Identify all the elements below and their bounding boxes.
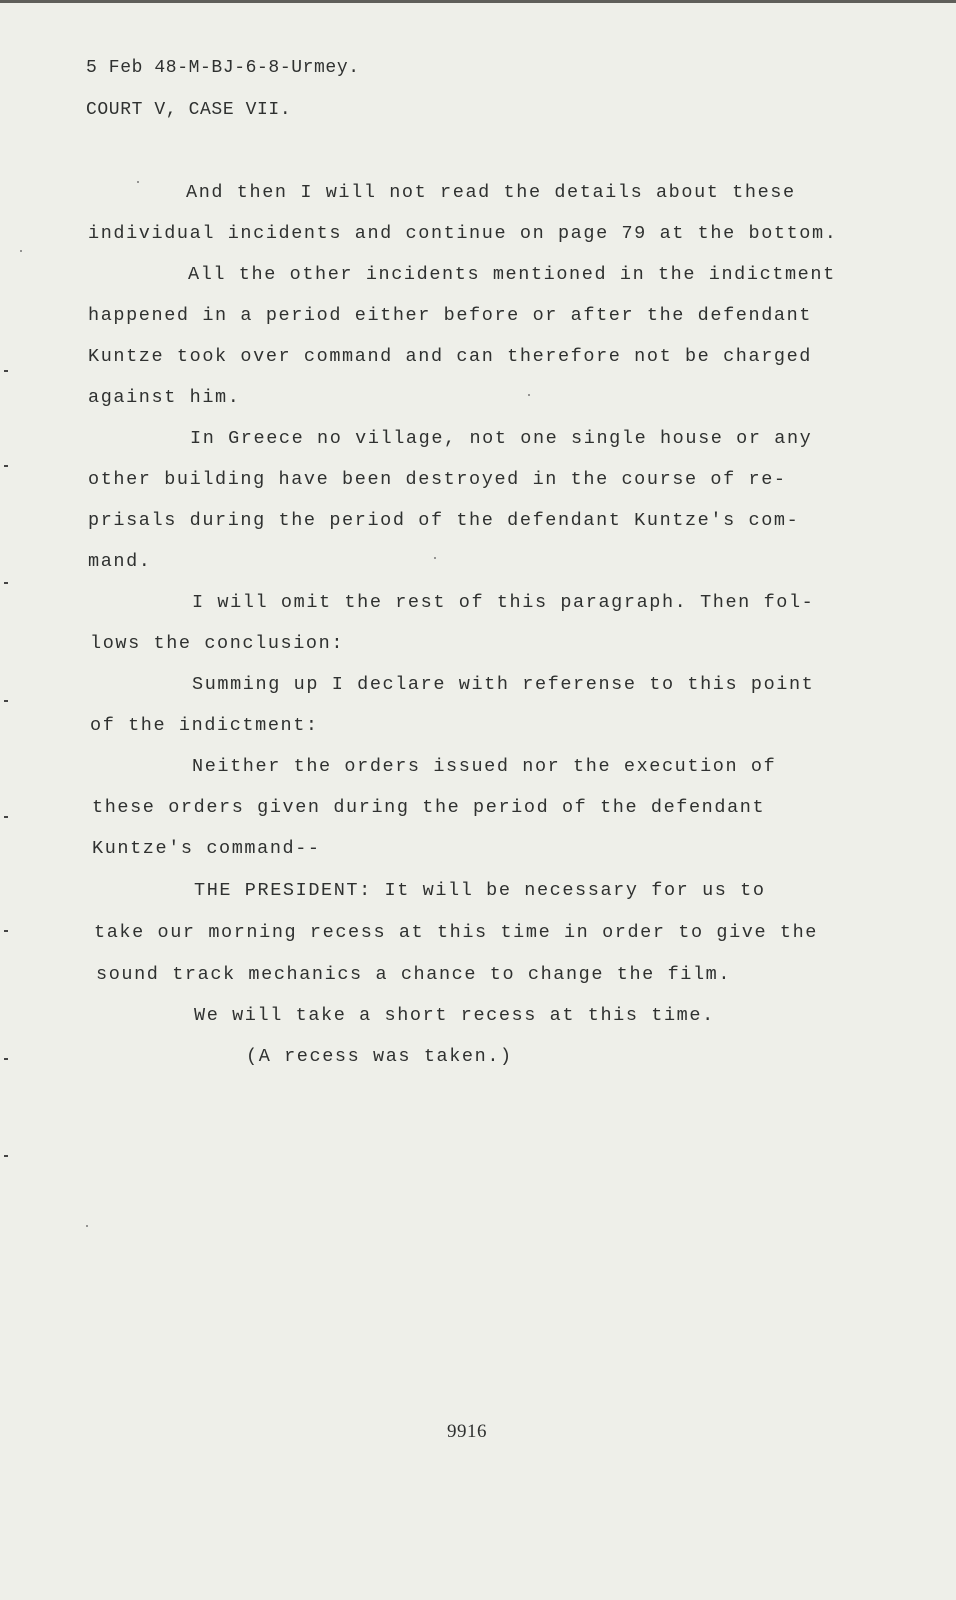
margin-mark (4, 370, 8, 372)
body-line: Kuntze's command-- (92, 838, 321, 859)
margin-mark (4, 1155, 8, 1157)
body-line: (A recess was taken.) (246, 1046, 513, 1067)
body-line: take our morning recess at this time in order to give the (94, 922, 819, 943)
document-slug: 5 Feb 48-M-BJ-6-8-Urmey. (86, 58, 360, 78)
body-line: I will omit the rest of this paragraph. Then fol- (192, 592, 815, 613)
paper-speck (137, 181, 139, 183)
body-line: THE PRESIDENT: It will be necessary for us to (194, 880, 766, 901)
body-line: lows the conclusion: (90, 633, 345, 654)
body-line: All the other incidents mentioned in the indictment (188, 264, 836, 285)
court-case-heading: COURT V, CASE VII. (86, 100, 292, 120)
margin-mark (4, 1058, 8, 1060)
body-line: Neither the orders issued nor the execution of (192, 756, 777, 777)
page-number: 9916 (447, 1421, 487, 1442)
margin-mark (4, 816, 8, 818)
body-line: And then I will not read the details about these (186, 182, 796, 203)
body-line: We will take a short recess at this time. (194, 1005, 715, 1026)
paper-speck (86, 1225, 88, 1227)
margin-mark (4, 465, 8, 467)
margin-mark (4, 930, 8, 932)
body-line: these orders given during the period of the defendant (92, 797, 766, 818)
body-line: Summing up I declare with referense to this point (192, 674, 815, 695)
body-line: mand. (88, 551, 152, 572)
paper-speck (20, 250, 22, 252)
margin-mark (4, 700, 8, 702)
body-line: against him. (88, 387, 241, 408)
body-line: Kuntze took over command and can therefore not be charged (88, 346, 813, 367)
margin-mark (4, 582, 8, 584)
body-line: In Greece no village, not one single house or any (190, 428, 813, 449)
body-line: prisals during the period of the defendant Kuntze's com- (88, 510, 800, 531)
body-line: happened in a period either before or after the defendant (88, 305, 813, 326)
paper-speck (434, 557, 436, 559)
page-top-edge (0, 0, 956, 3)
body-line: other building have been destroyed in the course of re- (88, 469, 787, 490)
body-line: of the indictment: (90, 715, 319, 736)
paper-speck (528, 394, 530, 396)
body-line: sound track mechanics a chance to change the film. (96, 964, 732, 985)
body-line: individual incidents and continue on page 79 at the bottom. (88, 223, 838, 244)
